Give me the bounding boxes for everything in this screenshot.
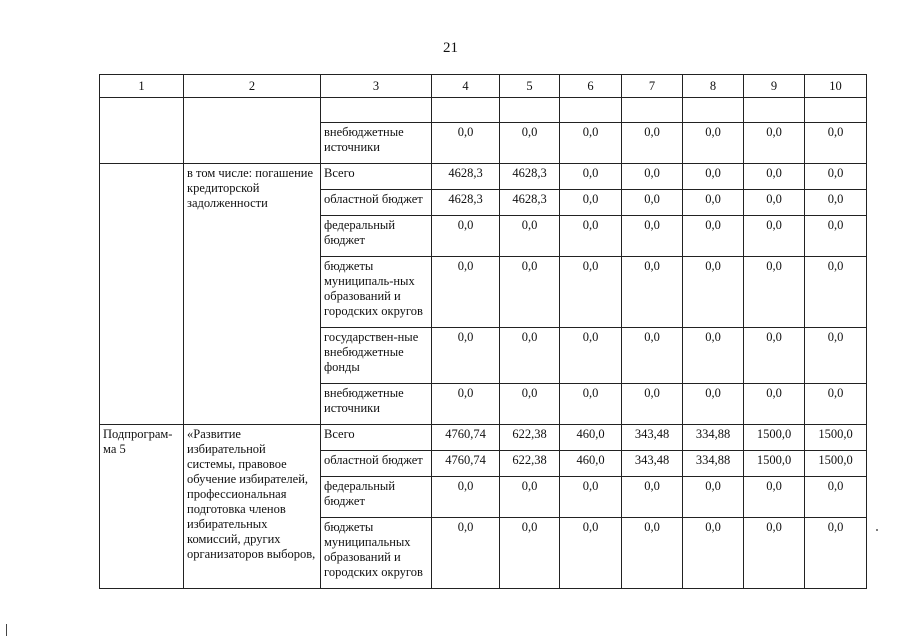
empty-cell (500, 98, 560, 123)
value-cell: 4628,3 (500, 164, 560, 190)
value-cell: 0,0 (683, 164, 744, 190)
funding-source-cell: бюджеты муниципальных образований и городских округов (321, 518, 432, 589)
value-cell: 0,0 (683, 216, 744, 257)
value-cell: 460,0 (560, 425, 622, 451)
funding-source-cell: Всего (321, 425, 432, 451)
value-cell: 622,38 (500, 425, 560, 451)
value-cell: 1500,0 (744, 451, 805, 477)
value-cell: 0,0 (560, 216, 622, 257)
program-cell: Подпрограм-ма 5 (100, 425, 184, 589)
column-header: 9 (744, 75, 805, 98)
value-cell: 0,0 (432, 123, 500, 164)
value-cell: 343,48 (622, 425, 683, 451)
value-cell: 0,0 (622, 257, 683, 328)
empty-cell (805, 98, 867, 123)
value-cell: 0,0 (500, 123, 560, 164)
funding-source-cell: Всего (321, 164, 432, 190)
value-cell: 0,0 (622, 164, 683, 190)
activity-cell: «Развитие избирательной системы, правовое обучение избирателей, профессиональная подготовка членов избирательных комиссий, других организаторов выборов, (184, 425, 321, 589)
value-cell: 0,0 (432, 518, 500, 589)
value-cell: 0,0 (622, 328, 683, 384)
value-cell: 0,0 (805, 190, 867, 216)
column-header: 7 (622, 75, 683, 98)
funding-source-cell: областной бюджет (321, 190, 432, 216)
column-header: 4 (432, 75, 500, 98)
column-header: 2 (184, 75, 321, 98)
value-cell: 0,0 (560, 164, 622, 190)
value-cell: 0,0 (744, 477, 805, 518)
value-cell: 0,0 (744, 123, 805, 164)
value-cell: 0,0 (683, 257, 744, 328)
column-header: 6 (560, 75, 622, 98)
value-cell: 4760,74 (432, 451, 500, 477)
value-cell: 1500,0 (744, 425, 805, 451)
column-header: 8 (683, 75, 744, 98)
value-cell: 0,0 (805, 328, 867, 384)
value-cell: 0,0 (560, 518, 622, 589)
value-cell: 343,48 (622, 451, 683, 477)
value-cell: 1500,0 (805, 451, 867, 477)
value-cell: 0,0 (744, 518, 805, 589)
value-cell: 0,0 (744, 328, 805, 384)
value-cell: 0,0 (500, 384, 560, 425)
value-cell: 0,0 (560, 257, 622, 328)
empty-cell (560, 98, 622, 123)
value-cell: 0,0 (560, 477, 622, 518)
value-cell: 622,38 (500, 451, 560, 477)
column-header: 10 (805, 75, 867, 98)
page-number: 21 (443, 40, 458, 56)
empty-cell (432, 98, 500, 123)
value-cell: 0,0 (683, 518, 744, 589)
value-cell: 0,0 (805, 477, 867, 518)
budget-table (99, 74, 867, 589)
table-row (100, 98, 867, 123)
scan-dot (876, 529, 878, 531)
value-cell: 0,0 (805, 123, 867, 164)
value-cell: 0,0 (805, 518, 867, 589)
value-cell: 0,0 (622, 123, 683, 164)
value-cell: 0,0 (432, 384, 500, 425)
value-cell: 0,0 (683, 190, 744, 216)
empty-cell (321, 98, 432, 123)
value-cell: 4628,3 (432, 190, 500, 216)
value-cell: 0,0 (560, 328, 622, 384)
activity-cell: в том числе: погашение кредиторской задолженности (184, 164, 321, 425)
value-cell: 0,0 (683, 477, 744, 518)
scan-margin-mark (6, 624, 7, 636)
value-cell: 4760,74 (432, 425, 500, 451)
funding-source-cell: областной бюджет (321, 451, 432, 477)
value-cell: 0,0 (744, 216, 805, 257)
value-cell: 334,88 (683, 425, 744, 451)
column-header: 5 (500, 75, 560, 98)
value-cell: 0,0 (805, 257, 867, 328)
value-cell: 0,0 (683, 384, 744, 425)
value-cell: 0,0 (683, 123, 744, 164)
funding-source-cell: федеральный бюджет (321, 477, 432, 518)
value-cell: 0,0 (744, 384, 805, 425)
value-cell: 0,0 (432, 477, 500, 518)
value-cell: 0,0 (805, 216, 867, 257)
value-cell: 0,0 (432, 257, 500, 328)
activity-cell (184, 98, 321, 164)
value-cell: 0,0 (683, 328, 744, 384)
value-cell: 0,0 (560, 123, 622, 164)
table-row (100, 164, 867, 190)
value-cell: 0,0 (744, 257, 805, 328)
table-row (100, 425, 867, 451)
value-cell: 334,88 (683, 451, 744, 477)
funding-source-cell: бюджеты муниципаль-ных образований и городских округов (321, 257, 432, 328)
funding-source-cell: государствен-ные внебюджетные фонды (321, 328, 432, 384)
empty-cell (683, 98, 744, 123)
value-cell: 0,0 (744, 164, 805, 190)
funding-source-cell: федеральный бюджет (321, 216, 432, 257)
value-cell: 0,0 (622, 190, 683, 216)
value-cell: 4628,3 (432, 164, 500, 190)
value-cell: 0,0 (432, 328, 500, 384)
program-cell (100, 98, 184, 164)
value-cell: 0,0 (500, 216, 560, 257)
value-cell: 0,0 (500, 328, 560, 384)
value-cell: 0,0 (744, 190, 805, 216)
value-cell: 0,0 (500, 477, 560, 518)
funding-source-cell: внебюджетные источники (321, 384, 432, 425)
value-cell: 0,0 (622, 384, 683, 425)
value-cell: 0,0 (805, 384, 867, 425)
value-cell: 0,0 (622, 216, 683, 257)
value-cell: 4628,3 (500, 190, 560, 216)
value-cell: 460,0 (560, 451, 622, 477)
value-cell: 0,0 (432, 216, 500, 257)
value-cell: 0,0 (560, 190, 622, 216)
value-cell: 0,0 (805, 164, 867, 190)
funding-source-cell: внебюджетные источники (321, 123, 432, 164)
empty-cell (622, 98, 683, 123)
value-cell: 0,0 (500, 518, 560, 589)
empty-cell (744, 98, 805, 123)
column-header: 3 (321, 75, 432, 98)
value-cell: 0,0 (622, 477, 683, 518)
column-number-row (100, 75, 867, 98)
column-header: 1 (100, 75, 184, 98)
value-cell: 0,0 (622, 518, 683, 589)
value-cell: 0,0 (560, 384, 622, 425)
value-cell: 0,0 (500, 257, 560, 328)
value-cell: 1500,0 (805, 425, 867, 451)
program-cell (100, 164, 184, 425)
